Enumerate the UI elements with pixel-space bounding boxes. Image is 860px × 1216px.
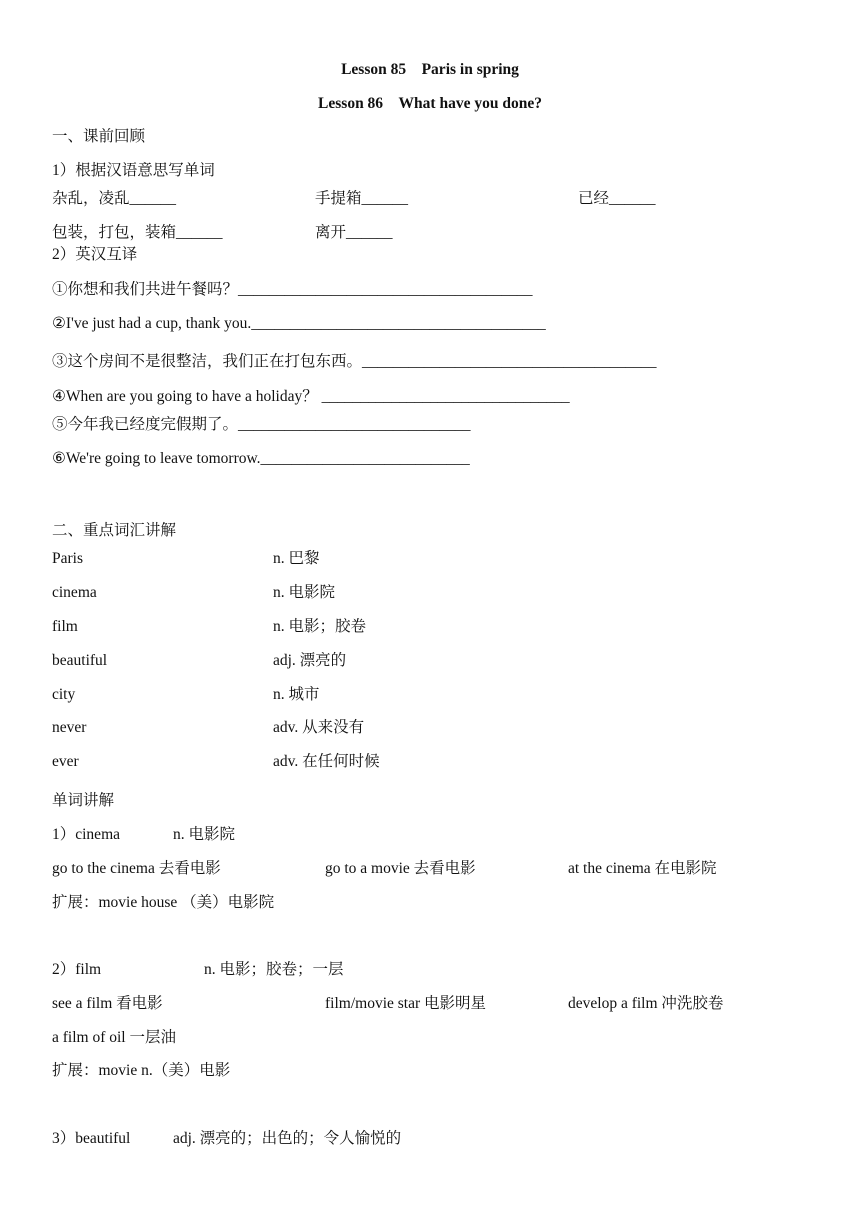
part-1-heading: 1）根据汉语意思写单词 <box>52 162 215 179</box>
beautiful-head-meaning: adj. 漂亮的；出色的；令人愉悦的 <box>173 1130 402 1147</box>
cinema-phrase: go to the cinema 去看电影 <box>52 860 221 877</box>
vocab-meaning: adj. 漂亮的 <box>273 652 347 669</box>
part-2-heading: 2）英汉互译 <box>52 246 138 263</box>
film-phrase: film/movie star 电影明星 <box>325 995 487 1012</box>
cinema-head-meaning: n. 电影院 <box>173 826 236 843</box>
lesson-86-title: Lesson 86 What have you done? <box>318 95 542 112</box>
cinema-phrase: go to a movie 去看电影 <box>325 860 476 877</box>
cinema-head-word: 1）cinema <box>52 826 121 843</box>
vocab-meaning: n. 电影；胶卷 <box>273 618 367 635</box>
film-phrase: develop a film 冲洗胶卷 <box>568 995 724 1012</box>
film-head-meaning: n. 电影；胶卷；一层 <box>204 961 344 978</box>
vocab-meaning: adv. 从来没有 <box>273 719 365 736</box>
cinema-phrase: at the cinema 在电影院 <box>568 860 717 877</box>
word-blank-pack: 包装，打包，装箱______ <box>52 224 223 241</box>
film-phrase: see a film 看电影 <box>52 995 163 1012</box>
vocab-meaning: n. 城市 <box>273 686 320 703</box>
translation-5: ⑤今年我已经度完假期了。______________________________ <box>52 416 471 433</box>
vocab-word: film <box>52 618 78 635</box>
translation-6: ⑥We're going to leave tomorrow.___________________________ <box>52 450 470 467</box>
vocab-word: beautiful <box>52 652 108 669</box>
word-blank-messy: 杂乱，凌乱______ <box>52 190 177 207</box>
vocab-word: never <box>52 719 87 736</box>
vocab-meaning: n. 电影院 <box>273 584 336 601</box>
translation-2: ②I've just had a cup, thank you.______________________________________ <box>52 315 546 332</box>
vocab-word: ever <box>52 753 79 770</box>
vocab-word: Paris <box>52 550 83 567</box>
word-blank-suitcase: 手提箱______ <box>315 190 409 207</box>
translation-1: ①你想和我们共进午餐吗？______________________________________ <box>52 281 533 298</box>
translation-4: ④When are you going to have a holiday？ ________________________________ <box>52 388 570 405</box>
vocab-meaning: adv. 在任何时候 <box>273 753 380 770</box>
word-blank-already: 已经______ <box>578 190 656 207</box>
section-1-heading: 一、课前回顾 <box>52 128 146 145</box>
film-phrase: a film of oil 一层油 <box>52 1029 176 1046</box>
word-explanation-heading: 单词讲解 <box>52 792 115 809</box>
film-extension: 扩展：movie n.（美）电影 <box>52 1062 231 1079</box>
beautiful-head-word: 3）beautiful <box>52 1130 131 1147</box>
lesson-85-title: Lesson 85 Paris in spring <box>341 61 519 78</box>
vocab-meaning: n. 巴黎 <box>273 550 320 567</box>
section-2-heading: 二、重点词汇讲解 <box>52 522 177 539</box>
vocab-word: city <box>52 686 76 703</box>
translation-3: ③这个房间不是很整洁，我们正在打包东西。______________________________________ <box>52 353 657 370</box>
film-head-word: 2）film <box>52 961 102 978</box>
word-blank-leave: 离开______ <box>315 224 393 241</box>
cinema-extension: 扩展：movie house （美）电影院 <box>52 894 275 911</box>
vocab-word: cinema <box>52 584 97 601</box>
